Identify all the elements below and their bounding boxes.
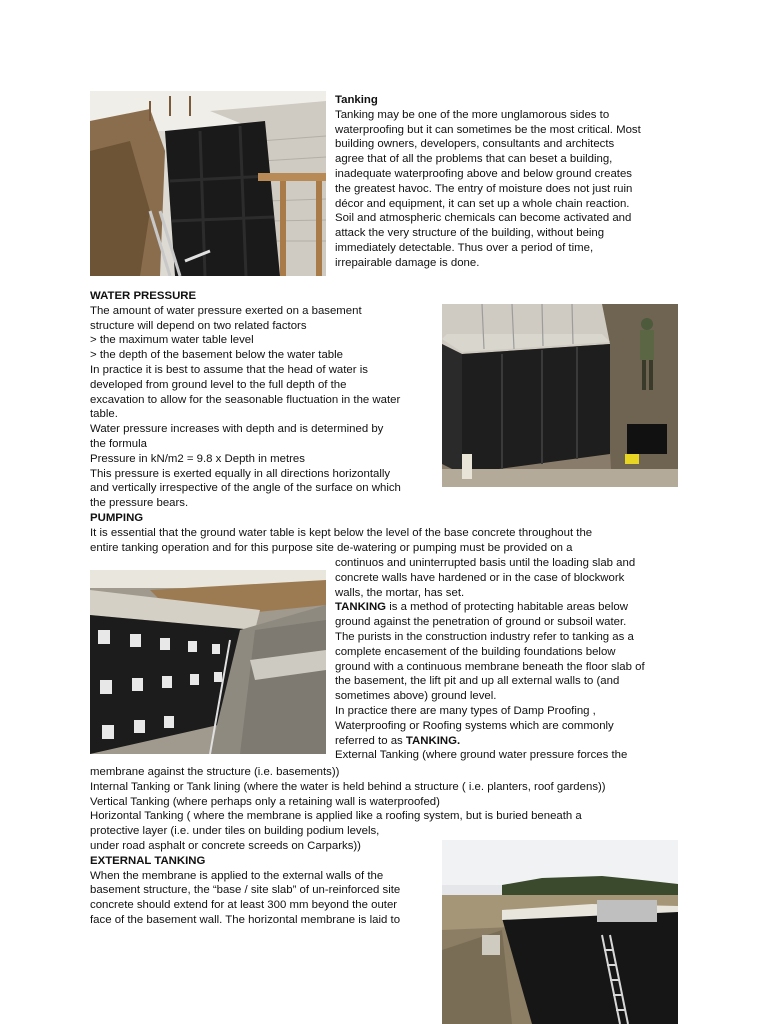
water-pressure-line: > the maximum water table level <box>90 334 254 347</box>
pumping-line: entire tanking operation and for this purpose site de-watering or pumping must be provided on a <box>90 541 573 554</box>
intro-heading: Tanking <box>335 94 378 106</box>
tanking-definition-last-pre: referred to as <box>335 734 406 747</box>
tanking-definition-line: The purists in the construction industry refer to tanking as a <box>335 630 634 643</box>
tanking-definition-line: the basement, the lift pit and up all external walls to (and <box>335 675 620 688</box>
water-pressure-line: excavation to allow for the seasonable fluctuation in the water <box>90 393 401 406</box>
tanking-types-section <box>90 765 606 928</box>
tanking-definition-line: complete encasement of the building foundations below <box>335 645 616 658</box>
water-pressure-line: In practice it is best to assume that the head of water is <box>90 363 368 376</box>
intro-line: attack the very structure of the building, without being <box>335 227 605 240</box>
photo-tanked-wall-formwork <box>90 91 326 276</box>
tanking-definition-line: In practice there are many types of Damp Proofing , <box>335 704 596 717</box>
water-pressure-section <box>90 289 592 555</box>
intro-line: building owners, developers, consultants and architects <box>335 138 615 151</box>
intro-line: décor and equipment, it can set up a whole chain reaction. <box>335 197 630 210</box>
intro-line: Soil and atmospheric chemicals can become activated and <box>335 212 632 225</box>
tanking-term-emphasis: TANKING. <box>405 734 461 747</box>
tanking-definition-line: ground against the penetration of ground or subsoil water. <box>335 616 627 629</box>
water-pressure-line: > the depth of the basement below the water table <box>90 349 343 362</box>
tanking-definition-last-line <box>335 734 645 749</box>
intro-section <box>335 93 641 271</box>
water-pressure-line: and vertically irrespective of the angle of the surface on which <box>90 482 401 495</box>
pumping-line: walls, the mortar, has set. <box>335 586 465 599</box>
tanking-type-line: Horizontal Tanking ( where the membrane is applied like a roofing system, but is buried beneath a <box>90 810 582 823</box>
tanking-definition-line: ground with a continuous membrane beneath the floor slab of <box>335 660 645 673</box>
water-pressure-heading: WATER PRESSURE <box>90 290 197 302</box>
pumping-line: continuos and uninterrupted basis until the loading slab and <box>335 557 636 569</box>
tanking-definition-section <box>335 556 645 763</box>
intro-line: inadequate waterproofing above and below ground creates <box>335 167 633 180</box>
intro-line: Tanking may be one of the more unglamorous sides to <box>335 108 610 121</box>
tanking-definition-line: sometimes above) ground level. <box>335 690 497 703</box>
tanking-term: TANKING <box>335 601 387 614</box>
water-pressure-line: The amount of water pressure exerted on a basement <box>90 304 362 317</box>
intro-line: irrepairable damage is done. <box>335 256 480 269</box>
water-pressure-line: This pressure is exerted equally in all directions horizontally <box>90 467 391 480</box>
tanking-type-line: protective layer (i.e. under tiles on building podium levels, <box>90 825 380 838</box>
photo-membrane-trench <box>90 570 326 754</box>
intro-line: waterproofing but it can sometimes be the most critical. Most <box>335 123 641 136</box>
water-pressure-formula: Pressure in kN/m2 = 9.8 x Depth in metres <box>90 452 305 465</box>
pumping-line: concrete walls have hardened or in the case of blockwork <box>335 571 625 584</box>
intro-line: agree that of all the problems that can beset a building, <box>335 153 613 166</box>
water-pressure-line: developed from ground level to the full depth of the <box>90 378 347 391</box>
external-tanking-line: When the membrane is applied to the external walls of the <box>90 869 384 882</box>
tanking-type-line: under road asphalt or concrete screeds on Carparks)) <box>90 839 361 852</box>
tanking-type-line: Vertical Tanking (where perhaps only a retaining wall is waterproofed) <box>90 795 440 808</box>
intro-line: the greatest havoc. The entry of moisture does not just ruin <box>335 182 633 195</box>
external-tanking-line: concrete should extend for at least 300 mm beyond the outer <box>90 899 398 912</box>
external-tanking-line: basement structure, the “base / site slab” of un-reinforced site <box>90 884 401 897</box>
pumping-line: It is essential that the ground water table is kept below the level of the base concrete throughout the <box>90 526 593 539</box>
tanking-definition-line: Waterproofing or Roofing systems which are commonly <box>335 719 614 732</box>
water-pressure-line: structure will depend on two related factors <box>90 319 307 332</box>
tanking-type-line: Internal Tanking or Tank lining (where the water is held behind a structure ( i.e. planters, roof gardens)) <box>90 780 606 793</box>
tanking-type-line: membrane against the structure (i.e. basements)) <box>90 766 340 778</box>
water-pressure-line: the formula <box>90 437 147 450</box>
external-tanking-line: face of the basement wall. The horizontal membrane is laid to <box>90 913 401 926</box>
tanking-definition-first-line <box>335 600 645 615</box>
water-pressure-line: table. <box>90 408 118 421</box>
external-tanking-heading: EXTERNAL TANKING <box>90 854 206 867</box>
tanking-definition-rest: is a method of protecting habitable areas below <box>386 601 628 614</box>
water-pressure-line: Water pressure increases with depth and is determined by <box>90 423 384 436</box>
intro-line: immediately detectable. Thus over a period of time, <box>335 241 594 254</box>
water-pressure-line: the pressure bears. <box>90 497 189 510</box>
pumping-heading: PUMPING <box>90 511 144 524</box>
external-tanking-type-line: External Tanking (where ground water pressure forces the <box>335 749 628 762</box>
